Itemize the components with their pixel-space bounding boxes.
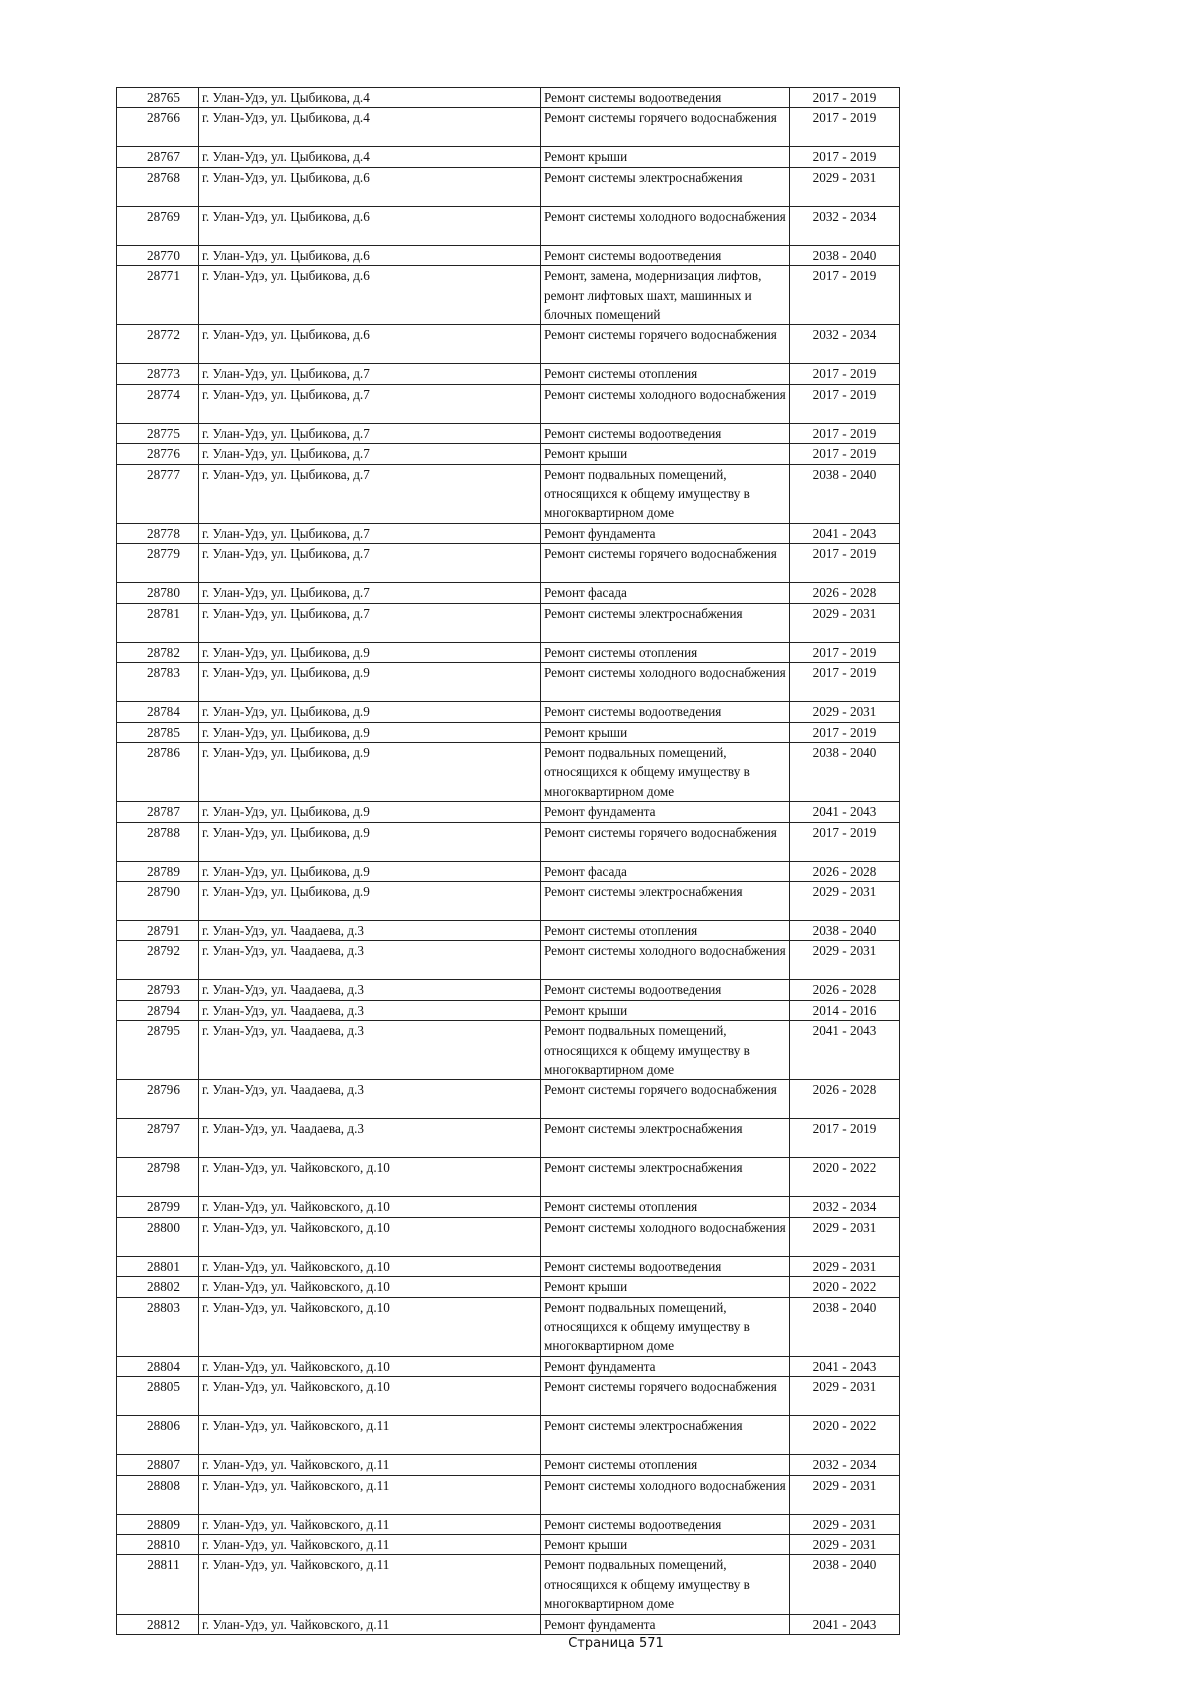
row-number-cell: 28784	[117, 702, 199, 722]
address-cell: г. Улан-Удэ, ул. Цыбикова, д.7	[199, 583, 541, 603]
work-type-cell: Ремонт системы холодного водоснабжения	[541, 663, 790, 702]
table-row	[117, 1535, 900, 1555]
period-cell: 2032 - 2034	[790, 325, 900, 364]
work-type-cell: Ремонт системы водоотведения	[541, 88, 790, 108]
address-cell: г. Улан-Удэ, ул. Цыбикова, д.7	[199, 603, 541, 642]
period-cell: 2017 - 2019	[790, 88, 900, 108]
table-row	[117, 444, 900, 464]
period-cell: 2017 - 2019	[790, 266, 900, 325]
table-row	[117, 1217, 900, 1256]
work-type-cell: Ремонт системы водоотведения	[541, 423, 790, 443]
row-number-cell: 28774	[117, 384, 199, 423]
row-number-cell: 28802	[117, 1277, 199, 1297]
row-number-cell: 28786	[117, 742, 199, 801]
period-cell: 2026 - 2028	[790, 583, 900, 603]
table-row	[117, 1416, 900, 1455]
row-number-cell: 28782	[117, 642, 199, 662]
period-cell: 2029 - 2031	[790, 167, 900, 206]
row-number-cell: 28789	[117, 861, 199, 881]
work-type-cell: Ремонт крыши	[541, 1000, 790, 1020]
table-row	[117, 881, 900, 920]
table-row	[117, 861, 900, 881]
work-type-cell: Ремонт системы холодного водоснабжения	[541, 941, 790, 980]
period-cell: 2029 - 2031	[790, 941, 900, 980]
work-type-cell: Ремонт системы водоотведения	[541, 1514, 790, 1534]
row-number-cell: 28772	[117, 325, 199, 364]
period-cell: 2026 - 2028	[790, 861, 900, 881]
table-row	[117, 1514, 900, 1534]
row-number-cell: 28806	[117, 1416, 199, 1455]
period-cell: 2038 - 2040	[790, 245, 900, 265]
row-number-cell: 28766	[117, 108, 199, 147]
table-row	[117, 822, 900, 861]
row-number-cell: 28790	[117, 881, 199, 920]
address-cell: г. Улан-Удэ, ул. Чайковского, д.11	[199, 1535, 541, 1555]
address-cell: г. Улан-Удэ, ул. Чайковского, д.11	[199, 1475, 541, 1514]
address-cell: г. Улан-Удэ, ул. Цыбикова, д.9	[199, 702, 541, 722]
work-type-cell: Ремонт системы отопления	[541, 364, 790, 384]
period-cell: 2017 - 2019	[790, 722, 900, 742]
period-cell: 2041 - 2043	[790, 1356, 900, 1376]
row-number-cell: 28781	[117, 603, 199, 642]
period-cell: 2017 - 2019	[790, 108, 900, 147]
row-number-cell: 28798	[117, 1158, 199, 1197]
row-number-cell: 28804	[117, 1356, 199, 1376]
work-type-cell: Ремонт крыши	[541, 444, 790, 464]
period-cell: 2026 - 2028	[790, 1080, 900, 1119]
row-number-cell: 28778	[117, 523, 199, 543]
work-type-cell: Ремонт подвальных помещений, относящихся к общему имуществу в многоквартирном доме	[541, 1297, 790, 1356]
table-row	[117, 1455, 900, 1475]
table-row	[117, 464, 900, 523]
period-cell: 2017 - 2019	[790, 364, 900, 384]
work-type-cell: Ремонт системы водоотведения	[541, 1256, 790, 1276]
period-cell: 2038 - 2040	[790, 1297, 900, 1356]
address-cell: г. Улан-Удэ, ул. Чаадаева, д.3	[199, 1021, 541, 1080]
table-row	[117, 384, 900, 423]
work-type-cell: Ремонт фундамента	[541, 1614, 790, 1634]
work-type-cell: Ремонт системы холодного водоснабжения	[541, 384, 790, 423]
row-number-cell: 28794	[117, 1000, 199, 1020]
table-row	[117, 642, 900, 662]
row-number-cell: 28769	[117, 206, 199, 245]
work-type-cell: Ремонт системы электроснабжения	[541, 1158, 790, 1197]
period-cell: 2032 - 2034	[790, 206, 900, 245]
table-row	[117, 583, 900, 603]
address-cell: г. Улан-Удэ, ул. Чайковского, д.11	[199, 1416, 541, 1455]
period-cell: 2032 - 2034	[790, 1197, 900, 1217]
table-row	[117, 1080, 900, 1119]
work-type-cell: Ремонт системы электроснабжения	[541, 1119, 790, 1158]
work-type-cell: Ремонт крыши	[541, 1277, 790, 1297]
table-row	[117, 147, 900, 167]
row-number-cell: 28779	[117, 544, 199, 583]
work-type-cell: Ремонт подвальных помещений, относящихся к общему имуществу в многоквартирном доме	[541, 1021, 790, 1080]
work-type-cell: Ремонт системы электроснабжения	[541, 881, 790, 920]
row-number-cell: 28808	[117, 1475, 199, 1514]
period-cell: 2029 - 2031	[790, 1535, 900, 1555]
address-cell: г. Улан-Удэ, ул. Цыбикова, д.9	[199, 642, 541, 662]
period-cell: 2032 - 2034	[790, 1455, 900, 1475]
address-cell: г. Улан-Удэ, ул. Чайковского, д.10	[199, 1277, 541, 1297]
table-row	[117, 1119, 900, 1158]
work-type-cell: Ремонт подвальных помещений, относящихся к общему имуществу в многоквартирном доме	[541, 1555, 790, 1614]
period-cell: 2017 - 2019	[790, 1119, 900, 1158]
row-number-cell: 28788	[117, 822, 199, 861]
table-row	[117, 544, 900, 583]
address-cell: г. Улан-Удэ, ул. Цыбикова, д.7	[199, 523, 541, 543]
table-row	[117, 88, 900, 108]
period-cell: 2029 - 2031	[790, 702, 900, 722]
address-cell: г. Улан-Удэ, ул. Чайковского, д.11	[199, 1455, 541, 1475]
address-cell: г. Улан-Удэ, ул. Цыбикова, д.9	[199, 881, 541, 920]
period-cell: 2041 - 2043	[790, 523, 900, 543]
work-type-cell: Ремонт фундамента	[541, 1356, 790, 1376]
table-row	[117, 325, 900, 364]
address-cell: г. Улан-Удэ, ул. Цыбикова, д.7	[199, 364, 541, 384]
row-number-cell: 28783	[117, 663, 199, 702]
work-type-cell: Ремонт системы электроснабжения	[541, 167, 790, 206]
work-type-cell: Ремонт системы отопления	[541, 1197, 790, 1217]
work-type-cell: Ремонт системы водоотведения	[541, 245, 790, 265]
address-cell: г. Улан-Удэ, ул. Цыбикова, д.4	[199, 88, 541, 108]
work-type-cell: Ремонт системы горячего водоснабжения	[541, 822, 790, 861]
table-row	[117, 108, 900, 147]
table-body	[117, 88, 900, 1635]
period-cell: 2017 - 2019	[790, 544, 900, 583]
work-type-cell: Ремонт подвальных помещений, относящихся к общему имуществу в многоквартирном доме	[541, 742, 790, 801]
period-cell: 2029 - 2031	[790, 881, 900, 920]
address-cell: г. Улан-Удэ, ул. Чайковского, д.10	[199, 1356, 541, 1376]
row-number-cell: 28787	[117, 802, 199, 822]
work-type-cell: Ремонт крыши	[541, 147, 790, 167]
table-row	[117, 1256, 900, 1276]
address-cell: г. Улан-Удэ, ул. Чаадаева, д.3	[199, 941, 541, 980]
period-cell: 2017 - 2019	[790, 642, 900, 662]
period-cell: 2041 - 2043	[790, 1614, 900, 1634]
table-row	[117, 423, 900, 443]
period-cell: 2017 - 2019	[790, 444, 900, 464]
table-row	[117, 603, 900, 642]
work-type-cell: Ремонт системы горячего водоснабжения	[541, 544, 790, 583]
table-row	[117, 663, 900, 702]
table-row	[117, 1555, 900, 1614]
table-row	[117, 1197, 900, 1217]
work-type-cell: Ремонт системы водоотведения	[541, 702, 790, 722]
table-row	[117, 1297, 900, 1356]
period-cell: 2038 - 2040	[790, 742, 900, 801]
period-cell: 2038 - 2040	[790, 1555, 900, 1614]
row-number-cell: 28805	[117, 1377, 199, 1416]
work-type-cell: Ремонт системы отопления	[541, 920, 790, 940]
address-cell: г. Улан-Удэ, ул. Чайковского, д.10	[199, 1217, 541, 1256]
row-number-cell: 28803	[117, 1297, 199, 1356]
period-cell: 2029 - 2031	[790, 1256, 900, 1276]
work-type-cell: Ремонт системы электроснабжения	[541, 603, 790, 642]
period-cell: 2029 - 2031	[790, 1475, 900, 1514]
row-number-cell: 28793	[117, 980, 199, 1000]
period-cell: 2020 - 2022	[790, 1158, 900, 1197]
period-cell: 2020 - 2022	[790, 1416, 900, 1455]
table-row	[117, 1614, 900, 1634]
row-number-cell: 28775	[117, 423, 199, 443]
row-number-cell: 28795	[117, 1021, 199, 1080]
period-cell: 2017 - 2019	[790, 822, 900, 861]
row-number-cell: 28767	[117, 147, 199, 167]
table-row	[117, 802, 900, 822]
row-number-cell: 28801	[117, 1256, 199, 1276]
row-number-cell: 28799	[117, 1197, 199, 1217]
period-cell: 2017 - 2019	[790, 423, 900, 443]
row-number-cell: 28773	[117, 364, 199, 384]
work-type-cell: Ремонт подвальных помещений, относящихся к общему имуществу в многоквартирном доме	[541, 464, 790, 523]
work-type-cell: Ремонт системы водоотведения	[541, 980, 790, 1000]
row-number-cell: 28770	[117, 245, 199, 265]
table-row	[117, 1000, 900, 1020]
address-cell: г. Улан-Удэ, ул. Чайковского, д.11	[199, 1555, 541, 1614]
address-cell: г. Улан-Удэ, ул. Цыбикова, д.6	[199, 167, 541, 206]
page-number: Страница 571	[568, 1636, 664, 1651]
table-row	[117, 702, 900, 722]
table-row	[117, 1475, 900, 1514]
table-row	[117, 1377, 900, 1416]
address-cell: г. Улан-Удэ, ул. Чайковского, д.10	[199, 1297, 541, 1356]
address-cell: г. Улан-Удэ, ул. Чайковского, д.10	[199, 1197, 541, 1217]
address-cell: г. Улан-Удэ, ул. Цыбикова, д.6	[199, 245, 541, 265]
row-number-cell: 28792	[117, 941, 199, 980]
table-row	[117, 1277, 900, 1297]
work-type-cell: Ремонт системы горячего водоснабжения	[541, 108, 790, 147]
address-cell: г. Улан-Удэ, ул. Чаадаева, д.3	[199, 980, 541, 1000]
address-cell: г. Улан-Удэ, ул. Цыбикова, д.7	[199, 384, 541, 423]
address-cell: г. Улан-Удэ, ул. Цыбикова, д.9	[199, 822, 541, 861]
row-number-cell: 28785	[117, 722, 199, 742]
address-cell: г. Улан-Удэ, ул. Цыбикова, д.4	[199, 108, 541, 147]
row-number-cell: 28796	[117, 1080, 199, 1119]
address-cell: г. Улан-Удэ, ул. Чаадаева, д.3	[199, 1119, 541, 1158]
work-type-cell: Ремонт фасада	[541, 583, 790, 603]
period-cell: 2041 - 2043	[790, 802, 900, 822]
period-cell: 2029 - 2031	[790, 1217, 900, 1256]
table-row	[117, 206, 900, 245]
work-type-cell: Ремонт системы холодного водоснабжения	[541, 1475, 790, 1514]
period-cell: 2014 - 2016	[790, 1000, 900, 1020]
row-number-cell: 28780	[117, 583, 199, 603]
period-cell: 2020 - 2022	[790, 1277, 900, 1297]
period-cell: 2029 - 2031	[790, 1377, 900, 1416]
work-type-cell: Ремонт крыши	[541, 1535, 790, 1555]
period-cell: 2017 - 2019	[790, 384, 900, 423]
table-row	[117, 167, 900, 206]
address-cell: г. Улан-Удэ, ул. Цыбикова, д.7	[199, 423, 541, 443]
work-type-cell: Ремонт системы холодного водоснабжения	[541, 1217, 790, 1256]
address-cell: г. Улан-Удэ, ул. Цыбикова, д.9	[199, 861, 541, 881]
address-cell: г. Улан-Удэ, ул. Цыбикова, д.6	[199, 266, 541, 325]
work-type-cell: Ремонт системы горячего водоснабжения	[541, 1377, 790, 1416]
address-cell: г. Улан-Удэ, ул. Цыбикова, д.7	[199, 544, 541, 583]
address-cell: г. Улан-Удэ, ул. Чаадаева, д.3	[199, 1080, 541, 1119]
table-row	[117, 1356, 900, 1376]
address-cell: г. Улан-Удэ, ул. Цыбикова, д.9	[199, 802, 541, 822]
row-number-cell: 28776	[117, 444, 199, 464]
work-type-cell: Ремонт системы холодного водоснабжения	[541, 206, 790, 245]
table-row	[117, 920, 900, 940]
address-cell: г. Улан-Удэ, ул. Чаадаева, д.3	[199, 1000, 541, 1020]
address-cell: г. Улан-Удэ, ул. Цыбикова, д.4	[199, 147, 541, 167]
row-number-cell: 28797	[117, 1119, 199, 1158]
row-number-cell: 28807	[117, 1455, 199, 1475]
work-type-cell: Ремонт системы горячего водоснабжения	[541, 325, 790, 364]
row-number-cell: 28771	[117, 266, 199, 325]
address-cell: г. Улан-Удэ, ул. Чайковского, д.11	[199, 1514, 541, 1534]
table-row	[117, 245, 900, 265]
work-type-cell: Ремонт фундамента	[541, 802, 790, 822]
address-cell: г. Улан-Удэ, ул. Цыбикова, д.9	[199, 663, 541, 702]
period-cell: 2029 - 2031	[790, 1514, 900, 1534]
period-cell: 2041 - 2043	[790, 1021, 900, 1080]
period-cell: 2038 - 2040	[790, 464, 900, 523]
row-number-cell: 28811	[117, 1555, 199, 1614]
period-cell: 2026 - 2028	[790, 980, 900, 1000]
address-cell: г. Улан-Удэ, ул. Цыбикова, д.6	[199, 206, 541, 245]
row-number-cell: 28791	[117, 920, 199, 940]
work-type-cell: Ремонт, замена, модернизация лифтов, ремонт лифтовых шахт, машинных и блочных помещений	[541, 266, 790, 325]
table-row	[117, 1158, 900, 1197]
row-number-cell: 28809	[117, 1514, 199, 1534]
period-cell: 2038 - 2040	[790, 920, 900, 940]
repair-schedule-table	[116, 87, 900, 1635]
period-cell: 2029 - 2031	[790, 603, 900, 642]
work-type-cell: Ремонт фундамента	[541, 523, 790, 543]
period-cell: 2017 - 2019	[790, 147, 900, 167]
row-number-cell: 28765	[117, 88, 199, 108]
work-type-cell: Ремонт крыши	[541, 722, 790, 742]
row-number-cell: 28768	[117, 167, 199, 206]
address-cell: г. Улан-Удэ, ул. Чаадаева, д.3	[199, 920, 541, 940]
work-type-cell: Ремонт системы электроснабжения	[541, 1416, 790, 1455]
table-row	[117, 364, 900, 384]
table-row	[117, 941, 900, 980]
work-type-cell: Ремонт системы отопления	[541, 642, 790, 662]
address-cell: г. Улан-Удэ, ул. Цыбикова, д.7	[199, 464, 541, 523]
table-row	[117, 980, 900, 1000]
table-row	[117, 266, 900, 325]
row-number-cell: 28800	[117, 1217, 199, 1256]
address-cell: г. Улан-Удэ, ул. Чайковского, д.10	[199, 1158, 541, 1197]
work-type-cell: Ремонт системы горячего водоснабжения	[541, 1080, 790, 1119]
address-cell: г. Улан-Удэ, ул. Цыбикова, д.7	[199, 444, 541, 464]
work-type-cell: Ремонт фасада	[541, 861, 790, 881]
table-row	[117, 1021, 900, 1080]
period-cell: 2017 - 2019	[790, 663, 900, 702]
row-number-cell: 28812	[117, 1614, 199, 1634]
address-cell: г. Улан-Удэ, ул. Чайковского, д.10	[199, 1377, 541, 1416]
address-cell: г. Улан-Удэ, ул. Цыбикова, д.9	[199, 742, 541, 801]
address-cell: г. Улан-Удэ, ул. Чайковского, д.10	[199, 1256, 541, 1276]
row-number-cell: 28777	[117, 464, 199, 523]
row-number-cell: 28810	[117, 1535, 199, 1555]
address-cell: г. Улан-Удэ, ул. Чайковского, д.11	[199, 1614, 541, 1634]
address-cell: г. Улан-Удэ, ул. Цыбикова, д.9	[199, 722, 541, 742]
table-row	[117, 523, 900, 543]
work-type-cell: Ремонт системы отопления	[541, 1455, 790, 1475]
table-row	[117, 742, 900, 801]
address-cell: г. Улан-Удэ, ул. Цыбикова, д.6	[199, 325, 541, 364]
table-row	[117, 722, 900, 742]
